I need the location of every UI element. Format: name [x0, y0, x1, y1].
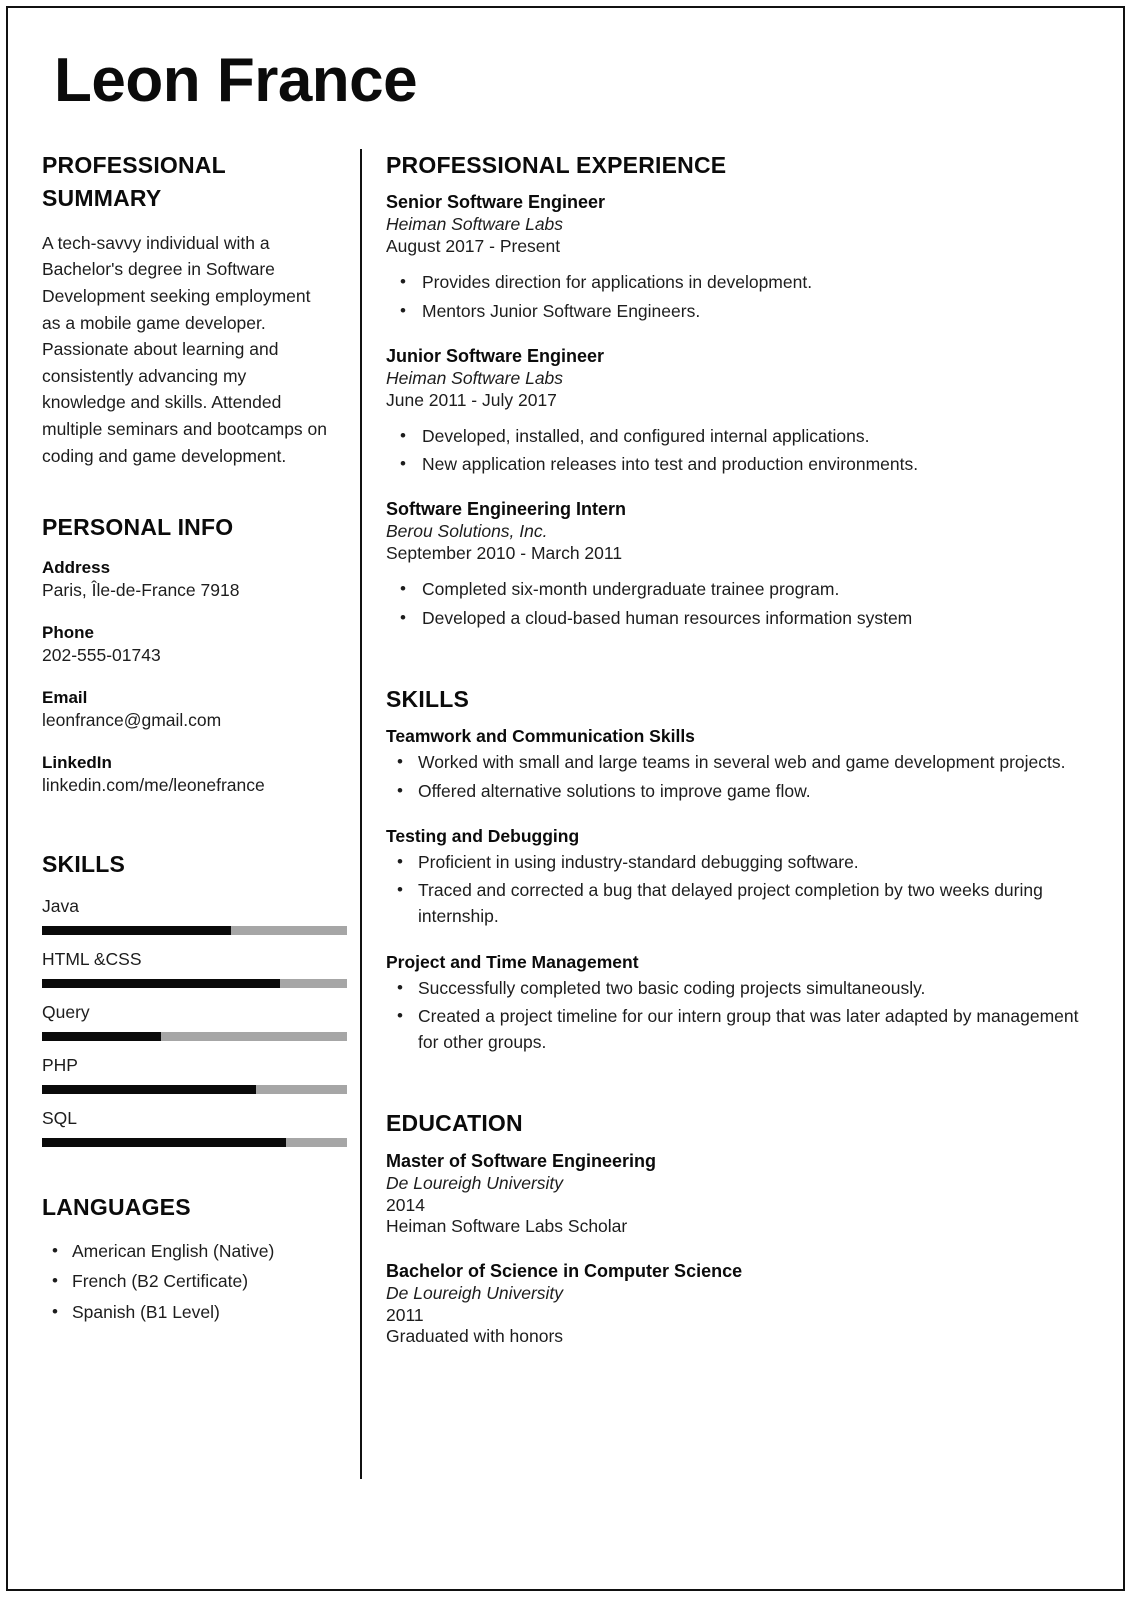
- job-company: Heiman Software Labs: [386, 214, 564, 235]
- skill-group-project-management: [386, 952, 1095, 1056]
- education-heading: EDUCATION: [386, 1110, 523, 1137]
- job-company: Heiman Software Labs: [386, 367, 564, 388]
- skill-bar-fill: [42, 1085, 256, 1094]
- job-dates: August 2017 - Present: [386, 236, 561, 257]
- job-dates: September 2010 - March 2011: [386, 543, 623, 564]
- list-item: • Developed a cloud-based human resources information system: [422, 605, 1095, 631]
- spacer: [42, 1161, 332, 1191]
- list-item: • Mentors Junior Software Engineers.: [422, 298, 1095, 324]
- field-label: Address: [42, 558, 111, 578]
- personal-info-heading: PERSONAL INFO: [42, 514, 234, 541]
- education-degree: Master of Software Engineering: [386, 1150, 657, 1171]
- list-item: • Spanish (B1 Level): [72, 1299, 332, 1325]
- experience-entry-junior-software-engineer: [386, 346, 1095, 478]
- list-item: • Successfully completed two basic coding projects simultaneously.: [418, 975, 1095, 1001]
- list-item: • Created a project timeline for our intern group that was later adapted by management for other groups.: [418, 1003, 1095, 1056]
- languages-heading: LANGUAGES: [42, 1193, 191, 1220]
- job-title: Senior Software Engineer: [386, 192, 606, 213]
- skill-group-teamwork: [386, 726, 1095, 804]
- skill-bar-fill: [42, 926, 231, 935]
- list-item: • New application releases into test and production environments.: [422, 451, 1095, 477]
- right-skills-section: [386, 683, 1095, 1055]
- left-skills-section: [42, 848, 332, 1146]
- skill-bar-fill: [42, 1138, 286, 1147]
- experience-entry-software-engineering-intern: [386, 499, 1095, 631]
- spacer: [42, 818, 332, 848]
- field-value: Paris, Île-de-France 7918: [42, 580, 240, 601]
- professional-experience-heading: PROFESSIONAL EXPERIENCE: [386, 152, 727, 179]
- left-column: [40, 149, 360, 1479]
- spacer: [386, 653, 1095, 683]
- professional-summary-text: A tech-savvy individual with a Bachelor's degree in Software Development seeking employment as a mobile game developer. Passionate about learning and consistently advancing my knowledge and skills. Attended multiple seminars and bootcamps on coding and game development.: [42, 232, 328, 466]
- field-label: Phone: [42, 623, 94, 643]
- personal-info-field-linkedin: [42, 753, 332, 796]
- skill-bar-fill: [42, 979, 280, 988]
- list-item: • Offered alternative solutions to improve game flow.: [418, 778, 1095, 804]
- field-value: 202-555-01743: [42, 645, 161, 666]
- professional-summary-heading: PROFESSIONAL SUMMARY: [42, 152, 226, 212]
- right-skills-heading: SKILLS: [386, 685, 469, 712]
- job-bullet-list: [386, 576, 1095, 631]
- field-label: Email: [42, 688, 88, 708]
- personal-info-field-address: [42, 558, 332, 601]
- list-item: • Traced and corrected a bug that delayed project completion by two weeks during internship.: [418, 877, 1095, 930]
- skill-group-title: Project and Time Management: [386, 951, 639, 972]
- skill-bar-track: [42, 926, 347, 935]
- education-note: Heiman Software Labs Scholar: [386, 1215, 628, 1236]
- left-skills-heading: SKILLS: [42, 851, 125, 878]
- field-value[interactable]: linkedin.com/me/leonefrance: [42, 775, 265, 796]
- skill-label: Query: [42, 1001, 90, 1022]
- personal-info-field-phone: [42, 623, 332, 666]
- education-degree: Bachelor of Science in Computer Science: [386, 1260, 743, 1281]
- skill-group-title: Testing and Debugging: [386, 825, 580, 846]
- experience-entry-senior-software-engineer: [386, 192, 1095, 324]
- spacer: [386, 1077, 1095, 1107]
- job-bullet-list: [386, 269, 1095, 324]
- skill-label: Java: [42, 895, 79, 916]
- education-school: De Loureigh University: [386, 1172, 564, 1193]
- education-school: De Loureigh University: [386, 1282, 564, 1303]
- field-label: LinkedIn: [42, 753, 112, 773]
- job-title: Software Engineering Intern: [386, 499, 627, 520]
- job-dates: June 2011 - July 2017: [386, 389, 557, 410]
- languages-list: [42, 1238, 332, 1325]
- list-item: • Proficient in using industry-standard debugging software.: [418, 849, 1095, 875]
- skill-label: HTML &CSS: [42, 948, 142, 969]
- skill-row-sql: [42, 1108, 332, 1147]
- page-title: Leon France: [54, 46, 418, 115]
- education-year: 2014: [386, 1194, 425, 1215]
- skill-bar-track: [42, 1085, 347, 1094]
- skill-group-list: [386, 749, 1095, 804]
- skill-bar-track: [42, 1138, 347, 1147]
- list-item: • Worked with small and large teams in several web and game development projects.: [418, 749, 1095, 775]
- education-entry-master: [386, 1151, 1095, 1237]
- list-item: • American English (Native): [72, 1238, 332, 1264]
- skill-group-testing: [386, 826, 1095, 930]
- list-item: • French (B2 Certificate): [72, 1268, 332, 1294]
- job-bullet-list: [386, 423, 1095, 478]
- two-column-layout: [40, 149, 1095, 1479]
- education-note: Graduated with honors: [386, 1325, 564, 1346]
- job-title: Junior Software Engineer: [386, 345, 605, 366]
- skill-group-list: [386, 975, 1095, 1056]
- skill-group-list: [386, 849, 1095, 930]
- skill-row-query: [42, 1002, 332, 1041]
- skill-bar-fill: [42, 1032, 161, 1041]
- skill-row-html-css: [42, 949, 332, 988]
- education-section: [386, 1107, 1095, 1346]
- right-column: [362, 149, 1095, 1479]
- skill-bar-track: [42, 979, 347, 988]
- skill-label: PHP: [42, 1054, 78, 1075]
- skill-row-php: [42, 1055, 332, 1094]
- professional-experience-section: [386, 149, 1095, 631]
- languages-section: [42, 1191, 332, 1325]
- list-item: • Provides direction for applications in development.: [422, 269, 1095, 295]
- skill-row-java: [42, 896, 332, 935]
- list-item: • Developed, installed, and configured internal applications.: [422, 423, 1095, 449]
- spacer: [42, 469, 332, 511]
- skill-bar-track: [42, 1032, 347, 1041]
- education-entry-bachelor: [386, 1261, 1095, 1347]
- professional-summary-section: [42, 149, 332, 469]
- personal-info-section: [42, 511, 332, 796]
- list-item: • Completed six-month undergraduate trainee program.: [422, 576, 1095, 602]
- skill-label: SQL: [42, 1107, 78, 1128]
- job-company: Berou Solutions, Inc.: [386, 521, 548, 542]
- field-value[interactable]: leonfrance@gmail.com: [42, 710, 222, 731]
- education-year: 2011: [386, 1304, 424, 1325]
- personal-info-field-email: [42, 688, 332, 731]
- skill-group-title: Teamwork and Communication Skills: [386, 726, 695, 747]
